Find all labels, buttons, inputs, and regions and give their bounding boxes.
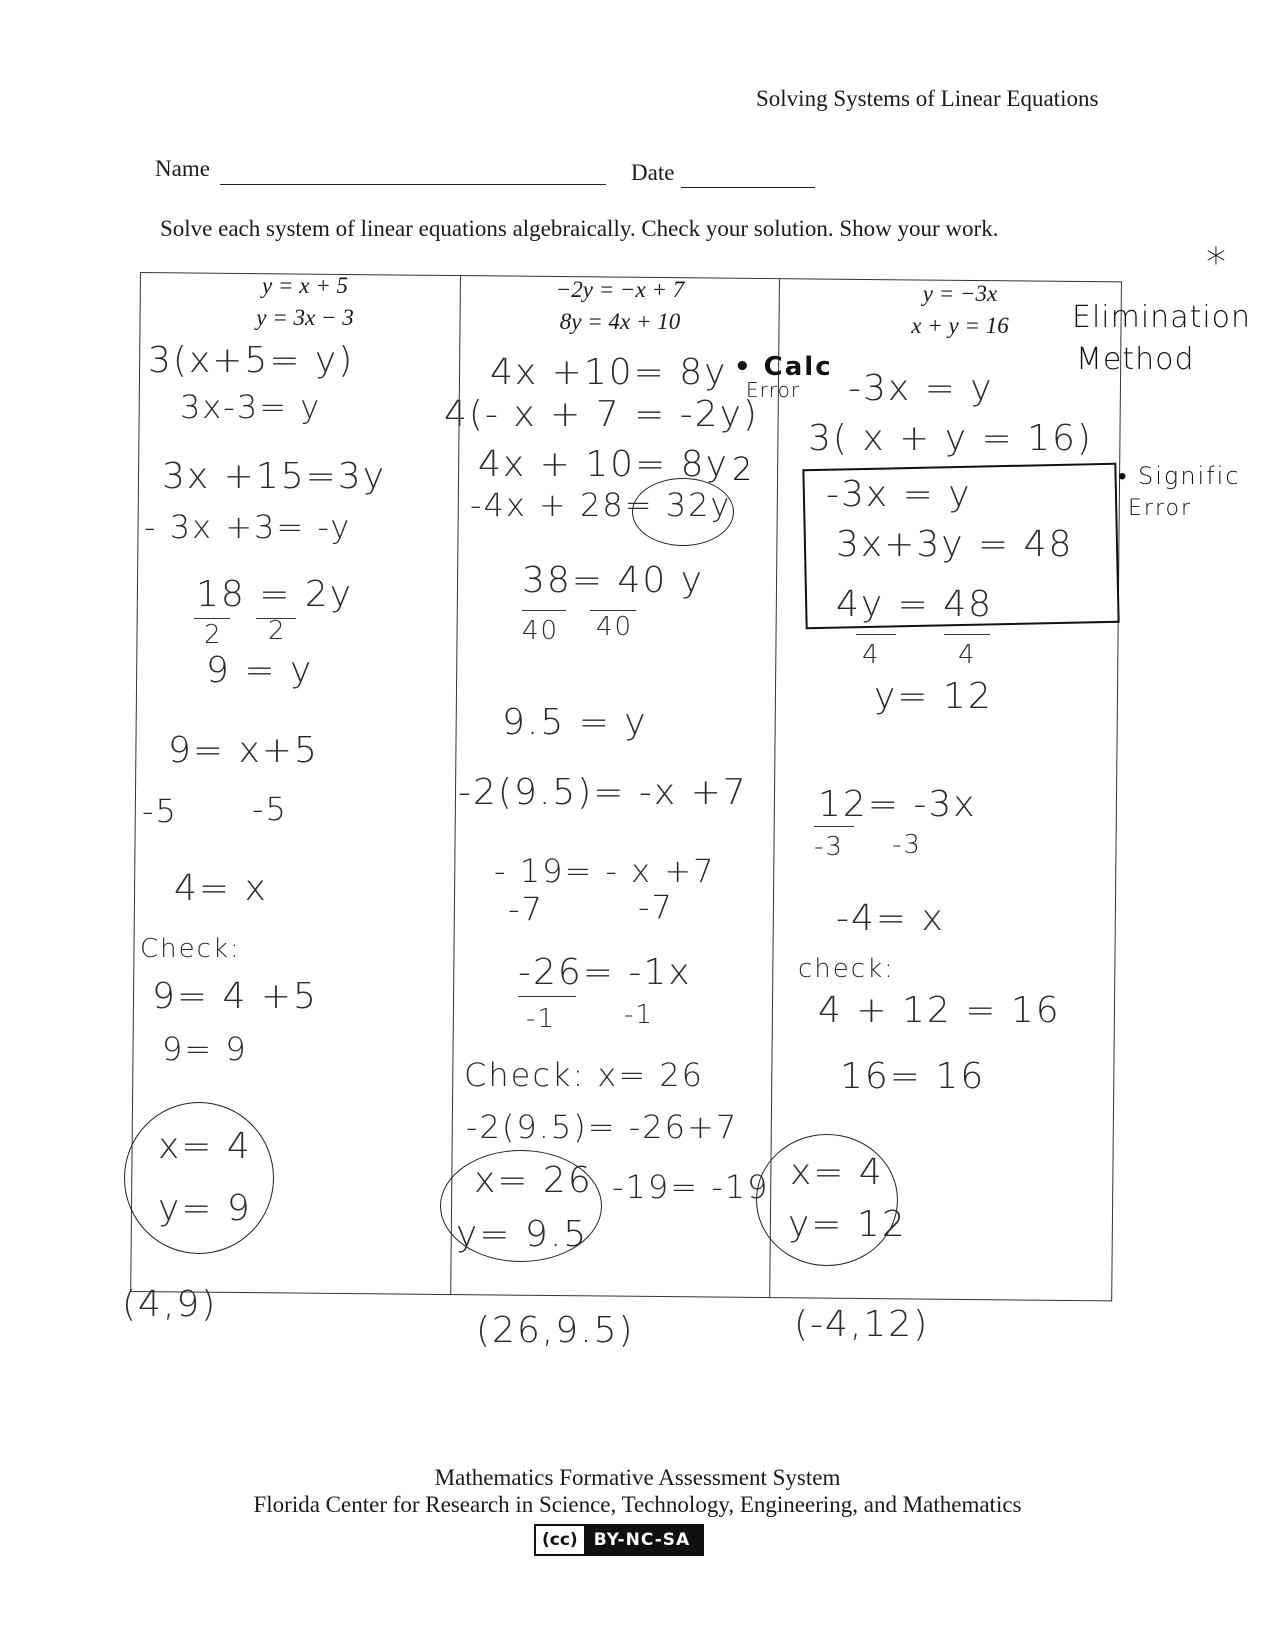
answer-circle	[124, 1102, 274, 1254]
handwritten-line: 40	[522, 616, 560, 646]
worksheet-title: Solving Systems of Linear Equations	[756, 86, 1099, 111]
handwritten-line: 4	[862, 640, 881, 670]
annotation-calc-error: • Calc	[734, 352, 833, 382]
answer-x: x= 26	[474, 1160, 593, 1201]
handwritten-line: 4y = 48	[836, 584, 994, 625]
handwritten-line: 40	[596, 612, 634, 642]
problem-3-eq1: y = −3x	[922, 281, 998, 306]
handwritten-line: -26= -1x	[518, 952, 692, 993]
handwritten-line: 4x + 10= 8y	[478, 444, 729, 485]
handwritten-line: 3x +15=3y	[162, 456, 386, 497]
cc-license-badge	[534, 1524, 704, 1556]
handwritten-line: 2	[732, 450, 755, 488]
annotation-method: Elimination	[1072, 300, 1252, 335]
star-mark: *	[1206, 240, 1228, 286]
handwritten-line: 3x+3y = 48	[836, 524, 1074, 565]
handwritten-line: 3x-3= y	[180, 388, 322, 426]
handwritten-line: - 3x +3= -y	[144, 508, 352, 546]
column-divider	[769, 279, 780, 1297]
problem-1-system	[190, 270, 420, 334]
handwritten-line: 9= 4 +5	[152, 976, 318, 1017]
footer-line-1: Mathematics Formative Assessment System	[434, 1465, 841, 1490]
problem-3-eq2: x + y = 16	[911, 313, 1009, 338]
handwritten-line: check:	[798, 954, 895, 984]
annotation-signific-error: • Signific	[1118, 462, 1241, 490]
fraction-bar	[856, 634, 896, 635]
handwritten-line: -3	[814, 832, 844, 862]
handwritten-line: 4	[958, 640, 977, 670]
handwritten-line: 16= 16	[840, 1056, 986, 1097]
handwritten-line: 4x +10= 8y	[490, 352, 728, 393]
handwritten-line: -7	[508, 890, 544, 928]
handwritten-line: 3(x+5= y)	[148, 340, 355, 381]
name-label: Name	[155, 156, 210, 181]
answer-x: x= 4	[158, 1126, 252, 1167]
problem-2-eq2: 8y = 4x + 10	[559, 309, 681, 334]
ordered-pair: (-4,12)	[794, 1304, 930, 1345]
fraction-bar	[194, 618, 230, 619]
handwritten-line: - 19= - x +7	[494, 852, 716, 890]
date-field[interactable]	[681, 187, 815, 188]
problem-3-system	[850, 278, 1070, 342]
footer-line-2: Florida Center for Research in Science, Technology, Engineering, and Mathematics	[253, 1492, 1022, 1517]
handwritten-line: -5	[252, 790, 288, 828]
fraction-bar	[814, 826, 854, 827]
handwritten-line: 9 = y	[206, 650, 314, 691]
handwritten-line: Check:	[140, 934, 241, 964]
cc-icon: (cc)	[536, 1526, 586, 1554]
handwritten-line: -1	[526, 1004, 556, 1034]
answer-x: x= 4	[790, 1152, 884, 1193]
handwritten-line: 9= 9	[162, 1030, 248, 1068]
handwritten-line: 18 = 2y	[196, 574, 354, 615]
problem-1-eq2: y = 3x − 3	[256, 305, 354, 330]
annotation-method: Method	[1076, 342, 1195, 377]
handwritten-line: y= 12	[874, 676, 993, 717]
answer-y: y= 9.5	[456, 1214, 589, 1255]
handwritten-line: -3x = y	[826, 474, 972, 515]
handwritten-line: 2	[268, 616, 287, 646]
handwritten-line: -4= x	[836, 898, 945, 939]
handwritten-line: -3x = y	[848, 368, 994, 409]
problem-1-eq1: y = x + 5	[262, 273, 348, 298]
handwritten-line: -19= -19	[612, 1168, 770, 1206]
handwritten-line: 4(- x + 7 = -2y)	[444, 394, 759, 435]
fraction-bar	[518, 996, 576, 997]
handwritten-line: -3	[892, 830, 922, 860]
answer-y: y= 9	[158, 1188, 252, 1229]
handwritten-line: 12= -3x	[818, 784, 977, 825]
fraction-bar	[522, 610, 566, 611]
ordered-pair: (26,9.5)	[476, 1310, 635, 1351]
error-circle	[632, 478, 734, 546]
handwritten-line: 9.5 = y	[502, 702, 648, 743]
answer-y: y= 12	[788, 1204, 907, 1245]
handwritten-line: -2(9.5)= -x +7	[458, 772, 748, 813]
handwritten-line: 9= x+5	[168, 730, 319, 771]
handwritten-line: 3( x + y = 16)	[808, 418, 1093, 459]
handwritten-line: -1	[624, 1000, 654, 1030]
date-label: Date	[631, 160, 675, 185]
handwritten-line: 4 + 12 = 16	[818, 990, 1061, 1031]
handwritten-line: -4x + 28= 32y	[470, 486, 732, 524]
instructions: Solve each system of linear equations algebraically. Check your solution. Show your work.	[160, 216, 999, 241]
problem-2-eq1: −2y = −x + 7	[555, 277, 685, 302]
fraction-bar	[590, 610, 636, 611]
handwritten-line: -2(9.5)= -26+7	[466, 1108, 739, 1146]
handwritten-line: 4= x	[174, 868, 268, 909]
ordered-pair: (4,9)	[122, 1284, 218, 1325]
license-label: BY-NC-SA	[593, 1530, 691, 1550]
handwritten-line: -5	[142, 792, 178, 830]
handwritten-line: 38= 40 y	[522, 560, 704, 601]
annotation-calc-error: Error	[746, 378, 801, 402]
fraction-bar	[944, 634, 990, 635]
name-field[interactable]	[220, 184, 606, 185]
handwritten-line: -7	[638, 888, 674, 926]
annotation-signific-error: Error	[1128, 496, 1193, 521]
handwritten-line: Check: x= 26	[464, 1056, 705, 1094]
problem-2-system	[495, 274, 745, 338]
handwritten-line: 2	[204, 620, 223, 650]
